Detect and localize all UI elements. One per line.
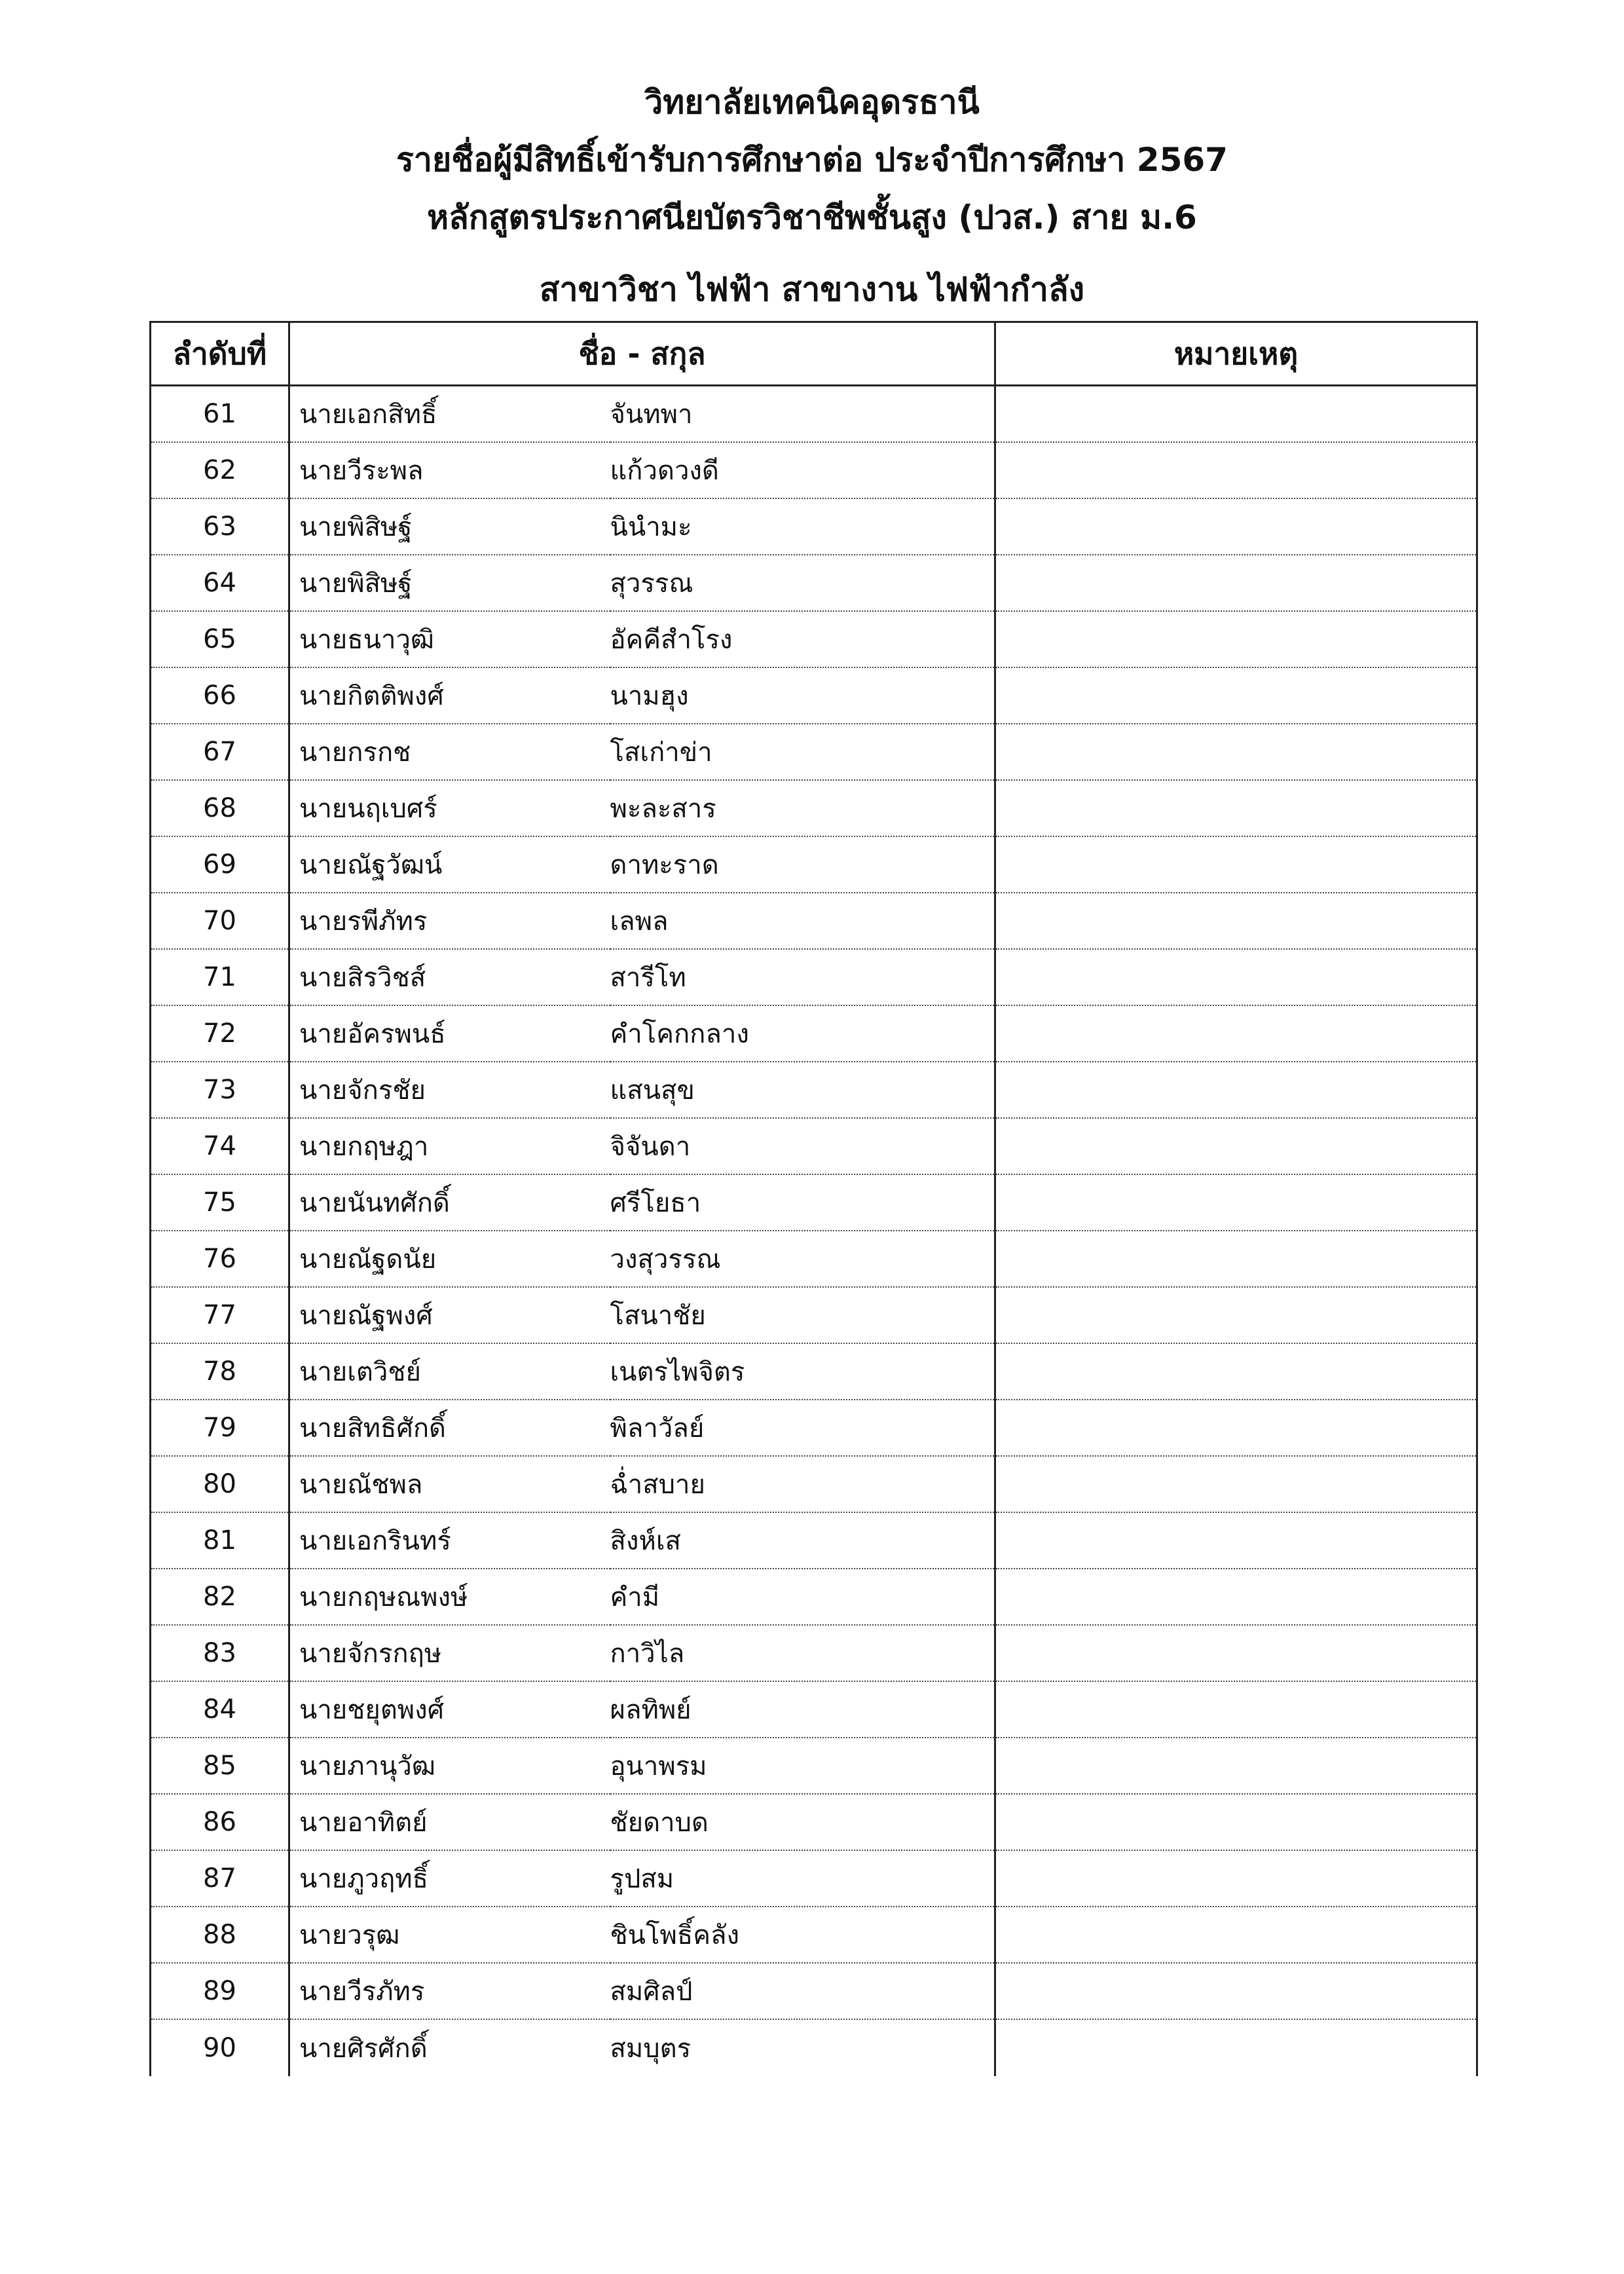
row-last-name: สิงห์เส	[610, 1512, 995, 1569]
row-number: 62	[151, 442, 289, 498]
table-header-row	[151, 322, 1477, 386]
row-note	[995, 1907, 1477, 1963]
row-note	[995, 442, 1477, 498]
table-row	[151, 1400, 1477, 1456]
row-first-name: นายวรุฒ	[289, 1907, 610, 1963]
row-number: 83	[151, 1625, 289, 1681]
row-first-name: นายสิรวิชส์	[289, 949, 610, 1005]
table-row	[151, 1174, 1477, 1231]
row-note	[995, 780, 1477, 836]
row-first-name: นายกิตติพงศ์	[289, 667, 610, 724]
row-first-name: นายวีระพล	[289, 442, 610, 498]
table-row	[151, 1062, 1477, 1118]
table-row	[151, 893, 1477, 949]
column-header-number: ลำดับที่	[151, 322, 289, 386]
row-number: 73	[151, 1062, 289, 1118]
row-note	[995, 724, 1477, 780]
row-number: 76	[151, 1231, 289, 1287]
row-note	[995, 498, 1477, 555]
table-row	[151, 1850, 1477, 1907]
row-last-name: โสเก่าข่า	[610, 724, 995, 780]
row-note	[995, 1118, 1477, 1174]
row-last-name: วงสุวรรณ	[610, 1231, 995, 1287]
row-number: 68	[151, 780, 289, 836]
row-number: 75	[151, 1174, 289, 1231]
row-note	[995, 1005, 1477, 1062]
row-first-name: นายกฤษณพงษ์	[289, 1569, 610, 1625]
row-last-name: นามฮุง	[610, 667, 995, 724]
table-row	[151, 1963, 1477, 2019]
row-first-name: นายสิทธิศักดิ์	[289, 1400, 610, 1456]
row-number: 84	[151, 1681, 289, 1738]
table-row	[151, 1005, 1477, 1062]
row-note	[995, 1287, 1477, 1343]
table-row	[151, 1738, 1477, 1794]
program-heading	[0, 189, 1624, 246]
column-header-note: หมายเหตุ	[995, 322, 1477, 386]
table-row	[151, 1569, 1477, 1625]
row-first-name: นายกฤษฎา	[289, 1118, 610, 1174]
roster-table	[149, 321, 1478, 2076]
row-note	[995, 667, 1477, 724]
row-last-name: อัคคีสำโรง	[610, 611, 995, 667]
row-note	[995, 893, 1477, 949]
table-row	[151, 667, 1477, 724]
table-row	[151, 386, 1477, 443]
table-row	[151, 498, 1477, 555]
college-name: วิทยาลัยเทคนิคอุดรธานี	[644, 83, 980, 121]
row-last-name: คำมี	[610, 1569, 995, 1625]
row-first-name: นายณัฐวัฒน์	[289, 836, 610, 893]
row-last-name: โสนาชัย	[610, 1287, 995, 1343]
row-note	[995, 1569, 1477, 1625]
row-last-name: ผลทิพย์	[610, 1681, 995, 1738]
row-last-name: สารีโท	[610, 949, 995, 1005]
row-note	[995, 1681, 1477, 1738]
list-title: รายชื่อผู้มีสิทธิ์เข้ารับการศึกษาต่อ ประจำปีการศึกษา 2567	[396, 141, 1228, 179]
row-number: 79	[151, 1400, 289, 1456]
row-number: 88	[151, 1907, 289, 1963]
program-title: หลักสูตรประกาศนียบัตรวิชาชีพชั้นสูง (ปวส.) สาย ม.6	[427, 198, 1197, 236]
row-last-name: ชัยดาบด	[610, 1794, 995, 1850]
row-note	[995, 1343, 1477, 1400]
row-number: 89	[151, 1963, 289, 2019]
row-note	[995, 555, 1477, 611]
row-number: 80	[151, 1456, 289, 1512]
roster-body	[151, 386, 1477, 2077]
row-number: 74	[151, 1118, 289, 1174]
row-number: 86	[151, 1794, 289, 1850]
table-row	[151, 1681, 1477, 1738]
row-last-name: จันทพา	[610, 386, 995, 443]
student-roster	[149, 321, 1476, 2104]
row-number: 66	[151, 667, 289, 724]
row-number: 82	[151, 1569, 289, 1625]
row-note	[995, 1400, 1477, 1456]
list-title-heading	[0, 131, 1624, 189]
row-first-name: นายเอกสิทธิ์	[289, 386, 610, 443]
row-number: 85	[151, 1738, 289, 1794]
row-number: 87	[151, 1850, 289, 1907]
row-first-name: นายวีรภัทร	[289, 1963, 610, 2019]
column-header-name: ชื่อ - สกุล	[289, 322, 995, 386]
row-first-name: นายณัชพล	[289, 1456, 610, 1512]
row-last-name: ศรีโยธา	[610, 1174, 995, 1231]
row-note	[995, 949, 1477, 1005]
row-last-name: ดาทะราด	[610, 836, 995, 893]
row-note	[995, 1062, 1477, 1118]
row-first-name: นายอาทิตย์	[289, 1794, 610, 1850]
row-note	[995, 1625, 1477, 1681]
row-number: 81	[151, 1512, 289, 1569]
row-note	[995, 386, 1477, 443]
row-note	[995, 1794, 1477, 1850]
row-first-name: นายพิสิษฐ์	[289, 498, 610, 555]
row-first-name: นายอัครพนธ์	[289, 1005, 610, 1062]
row-last-name: พะละสาร	[610, 780, 995, 836]
row-first-name: นายเอกรินทร์	[289, 1512, 610, 1569]
row-last-name: รูปสม	[610, 1850, 995, 1907]
row-first-name: นายนันทศักดิ์	[289, 1174, 610, 1231]
row-first-name: นายรพีภัทร	[289, 893, 610, 949]
table-row	[151, 1794, 1477, 1850]
row-number: 65	[151, 611, 289, 667]
row-note	[995, 1850, 1477, 1907]
row-first-name: นายภูวฤทธิ์	[289, 1850, 610, 1907]
row-first-name: นายณัฐดนัย	[289, 1231, 610, 1287]
row-last-name: เลพล	[610, 893, 995, 949]
row-note	[995, 611, 1477, 667]
row-number: 77	[151, 1287, 289, 1343]
row-first-name: นายจักรกฤษ	[289, 1625, 610, 1681]
table-row	[151, 1512, 1477, 1569]
row-first-name: นายพิสิษฐ์	[289, 555, 610, 611]
row-number: 69	[151, 836, 289, 893]
table-row	[151, 1456, 1477, 1512]
row-last-name: ฉ่ำสบาย	[610, 1456, 995, 1512]
row-number: 78	[151, 1343, 289, 1400]
row-first-name: นายนฤเบศร์	[289, 780, 610, 836]
row-note	[995, 1456, 1477, 1512]
row-last-name: อุนาพรม	[610, 1738, 995, 1794]
row-note	[995, 1738, 1477, 1794]
table-row	[151, 2019, 1477, 2076]
table-row	[151, 1907, 1477, 1963]
row-number: 64	[151, 555, 289, 611]
row-first-name: นายชยุตพงศ์	[289, 1681, 610, 1738]
row-note	[995, 1174, 1477, 1231]
table-row	[151, 442, 1477, 498]
row-note	[995, 836, 1477, 893]
row-last-name: ชินโพธิ์คลัง	[610, 1907, 995, 1963]
row-note	[995, 1963, 1477, 2019]
row-last-name: สมบุตร	[610, 2019, 995, 2076]
row-number: 72	[151, 1005, 289, 1062]
row-first-name: นายเตวิชย์	[289, 1343, 610, 1400]
table-row	[151, 1231, 1477, 1287]
table-row	[151, 1118, 1477, 1174]
row-last-name: กาวิไล	[610, 1625, 995, 1681]
row-first-name: นายภานุวัฒ	[289, 1738, 610, 1794]
table-row	[151, 1287, 1477, 1343]
table-row	[151, 611, 1477, 667]
row-note	[995, 2019, 1477, 2076]
row-number: 67	[151, 724, 289, 780]
row-first-name: นายศิรศักดิ์	[299, 2034, 428, 2064]
field-heading	[0, 261, 1624, 318]
row-first-name: นายจักรชัย	[289, 1062, 610, 1118]
row-note	[995, 1512, 1477, 1569]
row-last-name: สุวรรณ	[610, 555, 995, 611]
table-row	[151, 1625, 1477, 1681]
row-last-name: จิจันดา	[610, 1118, 995, 1174]
row-number: 63	[151, 498, 289, 555]
college-name-heading	[0, 73, 1624, 131]
table-row	[151, 555, 1477, 611]
row-last-name: พิลาวัลย์	[610, 1400, 995, 1456]
row-last-name: สมศิลป์	[610, 1963, 995, 2019]
row-number: 61	[151, 386, 289, 443]
table-row	[151, 836, 1477, 893]
field-title: สาขาวิชา ไฟฟ้า สาขางาน ไฟฟ้ากำลัง	[539, 270, 1085, 308]
row-note	[995, 1231, 1477, 1287]
row-last-name: นินำมะ	[610, 498, 995, 555]
row-first-name: นายณัฐพงศ์	[289, 1287, 610, 1343]
table-row	[151, 1343, 1477, 1400]
table-row	[151, 949, 1477, 1005]
row-number: 71	[151, 949, 289, 1005]
row-first-name: นายกรกช	[289, 724, 610, 780]
row-last-name: แก้วดวงดี	[610, 442, 995, 498]
row-number: 70	[151, 893, 289, 949]
row-last-name: คำโคกกลาง	[610, 1005, 995, 1062]
row-first-name: นายธนาวุฒิ	[289, 611, 610, 667]
row-last-name: แสนสุข	[610, 1062, 995, 1118]
row-last-name: เนตรไพจิตร	[610, 1343, 995, 1400]
table-row	[151, 724, 1477, 780]
row-number: 90	[151, 2019, 289, 2076]
table-row	[151, 780, 1477, 836]
